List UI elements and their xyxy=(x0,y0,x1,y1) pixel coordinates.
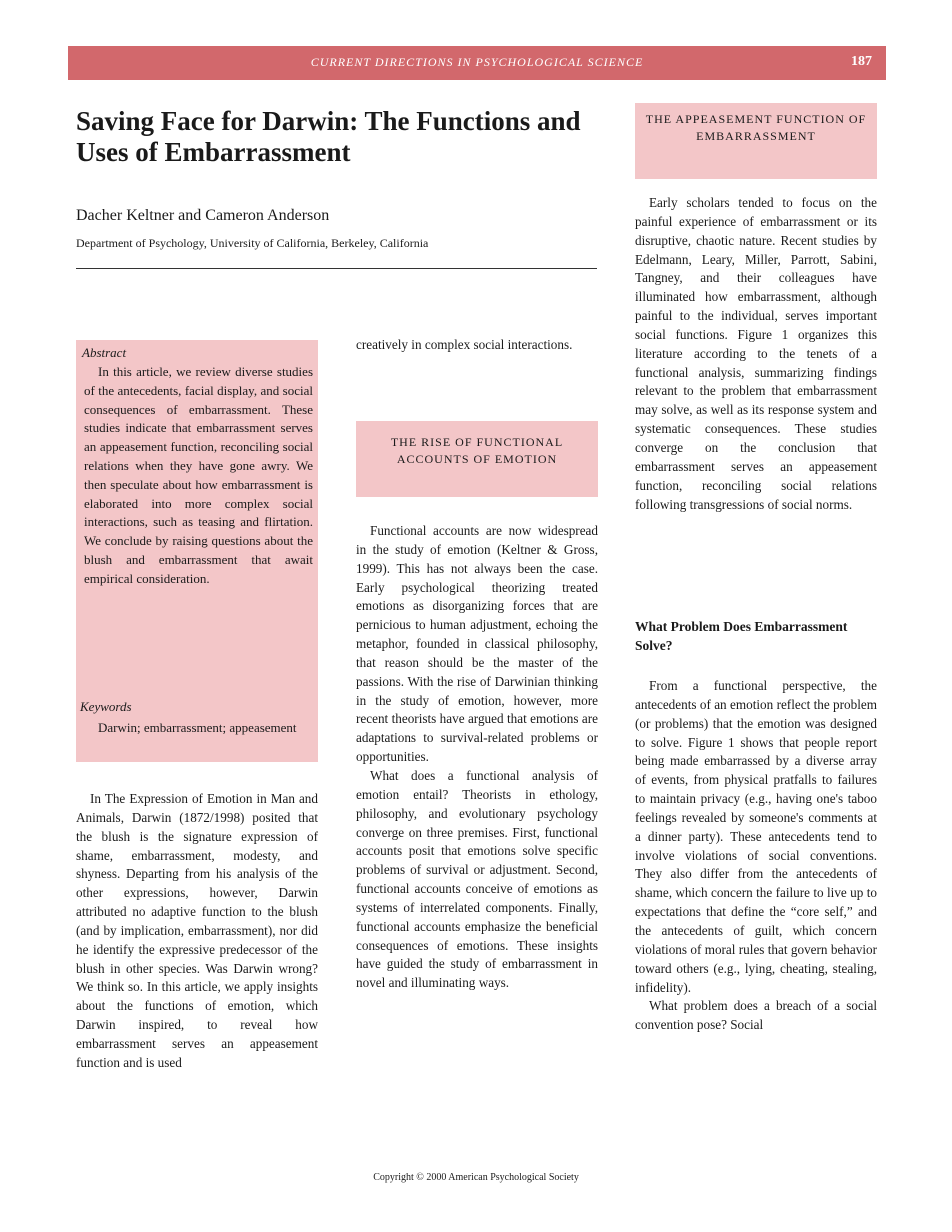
title-divider xyxy=(76,268,597,269)
column-2-continuation xyxy=(356,336,598,355)
section-heading: THE RISE OF FUNCTIONAL ACCOUNTS OF EMOTION xyxy=(390,435,564,466)
column-2-body xyxy=(356,522,598,993)
abstract-text: In this article, we review diverse studies of the antecedents, facial display, and social consequences of embarrassment. These studies indicate that embarrassment serves an appeasement function, reconciling social relations when they have gone awry. We then speculate about how embarrassment is elaborated into more complex social interactions, such as teasing and flirtation. We conclude by raising questions about the blush and embarrassment that await empirical consideration. xyxy=(84,364,313,586)
paragraph: creatively in complex social interactions. xyxy=(356,337,573,352)
author-affiliation: Department of Psychology, University of California, Berkeley, California xyxy=(76,236,429,250)
paragraph: In The Expression of Emotion in Man and Animals, Darwin (1872/1998) posited that the blush is the signature expression of shame, embarrassment, modesty, and shyness. Departing from his analysis of the other expressions, however, Darwin attributed no adaptive function to the blush (and by implication, embarrassment), nor did he identify the expressive predecessor of the blush in other species. Was Darwin wrong? We think so. In this article, we apply insights about the functions of emotion, which Darwin inspired, to reveal how embarrassment serves an appeasement function and is used xyxy=(76,791,318,1070)
section-heading-box xyxy=(356,421,598,497)
paragraph: Early scholars tended to focus on the painful experience of embarrassment or its disruptive, chaotic nature. Recent studies by Edelmann, Leary, Miller, Parrott, Sabini, Tangney, and their colleagues have illuminated how embarrassment, although painful to the individual, serves important social functions. Figure 1 organizes this literature according to the tenets of a functional analysis, summarizing findings relevant to the problem that embarrassment may solve, as well as its response system and systematic consequences. These studies converge on the conclusion that embarrassment serves an appeasement function, reconciling social relations following transgressions of social norms. xyxy=(635,195,877,512)
journal-name: CURRENT DIRECTIONS IN PSYCHOLOGICAL SCIENCE xyxy=(310,55,644,69)
abstract-heading: Abstract xyxy=(82,345,127,360)
subsection-heading: What Problem Does Embarrassment Solve? xyxy=(635,619,848,653)
column-3-body xyxy=(635,194,877,514)
paragraph: Functional accounts are now widespread in the study of emotion (Keltner & Gross, 1999). This has not always been the case. Early psychological theorizing treated emotions as disorganizing forces that are pernicious to human adjustment, echoing the metaphor, founded in classical philosophy, that reason should be the master of the passions. With the rise of Darwinian thinking in the study of emotion, however, more recent theorists have argued that emotions are adaptations to survival-related problems or opportunities. xyxy=(356,523,598,765)
journal-header-bar xyxy=(68,46,886,80)
section-heading: THE APPEASEMENT FUNCTION OF EMBARRASSMENT xyxy=(645,112,867,143)
article-authors: Dacher Keltner and Cameron Anderson xyxy=(76,207,330,224)
paragraph: From a functional perspective, the antecedents of an emotion reflect the problem (or problems) that the emotion was designed to solve. Figure 1 shows that people report being made embarrassed by a diverse array of events, from physical pratfalls to failures to maintain privacy (e.g., having one's taboo feelings revealed by someone's comments at a dinner party). These antecedents tend to involve violations of social conventions. They also differ from the antecedents of shame, which concern the failure to live up to expectations that define the “core self,” and the antecedents of guilt, which concern violations of moral rules that govern behavior toward others (e.g., lying, cheating, stealing, infidelity). xyxy=(635,678,877,995)
keywords-text: Darwin; embarrassment; appeasement xyxy=(98,720,297,735)
paragraph: What does a functional analysis of emotion entail? Theorists in ethology, philosophy, and evolutionary psychology converge on three premises. First, functional accounts posit that emotions solve specific problems of survival or adjustment. Second, functional accounts conceive of emotions as systems of interrelated components. Finally, functional accounts emphasize the beneficial consequences of emotions. These insights have guided the study of embarrassment in novel and illuminating ways. xyxy=(356,767,598,991)
paragraph: What problem does a breach of a social convention pose? Social xyxy=(635,998,877,1033)
article-title: Saving Face for Darwin: The Functions and Uses of Embarrassment xyxy=(76,106,581,167)
column-3-body-continued xyxy=(635,677,877,1035)
copyright-footer: Copyright © 2000 American Psychological Society xyxy=(373,1172,579,1183)
column-1-body xyxy=(76,790,318,1073)
section-heading-box xyxy=(635,103,877,179)
keywords-heading: Keywords xyxy=(80,699,132,714)
page-number: 187 xyxy=(851,54,872,69)
